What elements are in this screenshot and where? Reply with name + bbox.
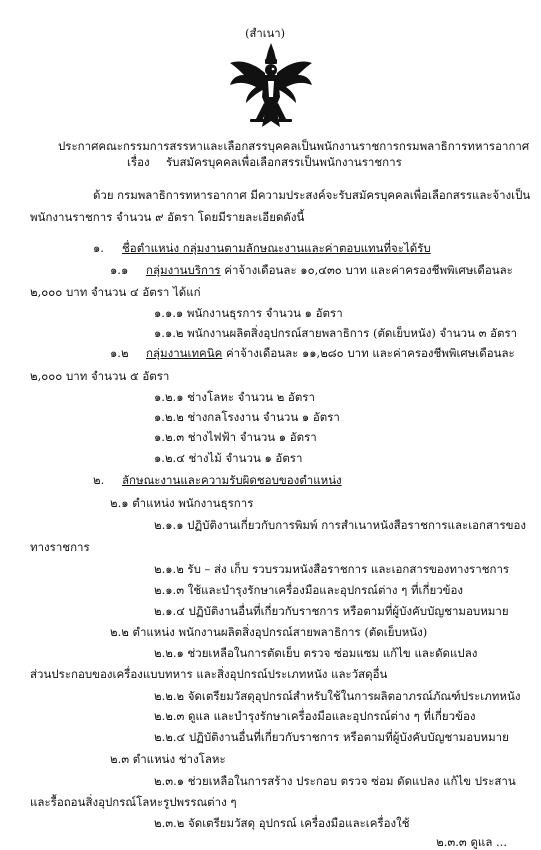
section-1-2-group: กลุ่มงานเทคนิค	[146, 346, 223, 360]
section-1-1-group: กลุ่มงานบริการ	[146, 263, 221, 277]
item-2-2-4: ๒.๒.๔ ปฏิบัติงานอื่นที่เกี่ยวกับราชการ หรือตามที่ผู้บังคับบัญชามอบหมาย	[154, 730, 509, 744]
item-2-2-3: ๒.๒.๓ ดูแล และบำรุงรักษาเครื่องมือและอุปกรณ์ต่าง ๆ ที่เกี่ยวข้อง	[154, 709, 476, 723]
section-1-1-cont: ๒,๐๐๐ บาท จำนวน ๔ อัตรา ได้แก่	[30, 285, 201, 299]
section-1-2-text	[146, 346, 515, 361]
item-1-1-1: ๑.๑.๑ พนักงานธุรการ จำนวน ๑ อัตรา	[154, 306, 343, 320]
item-2-3-1: ๒.๓.๑ ช่วยเหลือในการสร้าง ประกอบ ตรวจ ซ่อม ดัดแปลง แก้ไข ประสาน	[154, 774, 516, 788]
intro-line-1: ด้วย กรมพลาธิการทหารอากาศ มีความประสงค์จะรับสมัครบุคคลเพื่อเลือกสรรและจ้างเป็น	[93, 188, 531, 202]
item-2-3-1-cont: และรื้อถอนสิ่งอุปกรณ์โลหะรูปพรรณต่าง ๆ	[30, 795, 237, 809]
item-2-1-1-cont: ทางราชการ	[30, 540, 90, 554]
continued-marker: ๒.๓.๓ ดูแล ...	[436, 835, 507, 849]
item-2-3-2: ๒.๓.๒ จัดเตรียมวัสดุ อุปกรณ์ เครื่องมือและเครื่องใช้	[154, 816, 410, 830]
copy-mark: (สำเนา)	[245, 26, 286, 40]
item-2-1-1: ๒.๑.๑ ปฏิบัติงานเกี่ยวกับการพิมพ์ การสำเนาหนังสือราชการและเอกสารของ	[154, 518, 527, 532]
section-2-3: ๒.๓ ตำแหน่ง ช่างโลหะ	[110, 752, 226, 766]
item-2-2-2: ๒.๒.๒ จัดเตรียมวัสดุอุปกรณ์สำหรับใช้ในการผลิตอาภรณ์ภัณฑ์ประเภทหนัง	[154, 689, 521, 703]
section-1-1-number: ๑.๑	[110, 263, 129, 277]
intro-line-2: พนักงานราชการ จำนวน ๙ อัตรา โดยมีรายละเอียดดังนี้	[30, 210, 305, 224]
section-1-2-cont: ๒,๐๐๐ บาท จำนวน ๕ อัตรา	[30, 369, 170, 383]
item-1-2-4: ๑.๒.๔ ช่างไม้ จำนวน ๑ อัตรา	[154, 451, 303, 465]
item-1-2-2: ๑.๒.๒ ช่างกลโรงงาน จำนวน ๑ อัตรา	[154, 410, 340, 424]
item-2-2-1-cont: ส่วนประกอบของเครื่องแบบทหาร และสิ่งอุปกรณ์ประเภทหนัง และวัสดุอื่น	[30, 667, 388, 681]
item-1-2-3: ๑.๒.๓ ช่างไฟฟ้า จำนวน ๑ อัตรา	[154, 430, 317, 444]
subject-label: เรื่อง	[127, 155, 150, 169]
section-2-title: ลักษณะงานและความรับผิดชอบของตำแหน่ง	[122, 473, 342, 487]
subject-text: รับสมัครบุคคลเพื่อเลือกสรรเป็นพนักงานราชการ	[166, 155, 402, 169]
section-1-number: ๑.	[93, 241, 104, 255]
section-1-title: ชื่อตำแหน่ง กลุ่มงานตามลักษณะงานและค่าตอบแทนที่จะได้รับ	[122, 241, 431, 255]
announcement-title: ประกาศคณะกรรมการสรรหาและเลือกสรรบุคคลเป็นพนักงานราชการกรมพลาธิการทหารอากาศ	[58, 139, 530, 153]
section-2-1: ๒.๑ ตำแหน่ง พนักงานธุรการ	[110, 496, 254, 510]
section-1-1-rest: ค่าจ้างเดือนละ ๑๐,๔๓๐ บาท และค่าครองชีพพิเศษเดือนละ	[220, 263, 513, 277]
section-1-2-rest: ค่าจ้างเดือนละ ๑๑,๒๘๐ บาท และค่าครองชีพพิเศษเดือนละ	[222, 346, 515, 360]
section-1-1-text	[146, 263, 513, 278]
item-2-1-3: ๒.๑.๓ ใช้และบำรุงรักษาเครื่องมือและอุปกรณ์ต่าง ๆ ที่เกี่ยวข้อง	[154, 583, 464, 597]
garuda-emblem-icon	[226, 41, 316, 131]
item-2-2-1: ๒.๒.๑ ช่วยเหลือในการตัดเย็บ ตรวจ ซ่อมแซม แก้ไข และดัดแปลง	[154, 646, 478, 660]
section-1-2-number: ๑.๒	[110, 346, 129, 360]
item-2-1-4: ๒.๑.๔ ปฏิบัติงานอื่นที่เกี่ยวกับราชการ หรือตามที่ผู้บังคับบัญชามอบหมาย	[154, 604, 509, 618]
item-2-1-2: ๒.๑.๒ รับ – ส่ง เก็บ รวบรวมหนังสือราชการ และเอกสารของทางราชการ	[154, 562, 510, 576]
section-2-number: ๒.	[93, 473, 105, 487]
item-1-2-1: ๑.๒.๑ ช่างโลหะ จำนวน ๒ อัตรา	[154, 390, 315, 404]
section-2-2: ๒.๒ ตำแหน่ง พนักงานผลิตสิ่งอุปกรณ์สายพลาธิการ (ตัดเย็บหนัง)	[110, 625, 428, 639]
item-1-1-2: ๑.๑.๒ พนักงานผลิตสิ่งอุปกรณ์สายพลาธิการ (ตัดเย็บหนัง) จำนวน ๓ อัตรา	[154, 326, 518, 340]
